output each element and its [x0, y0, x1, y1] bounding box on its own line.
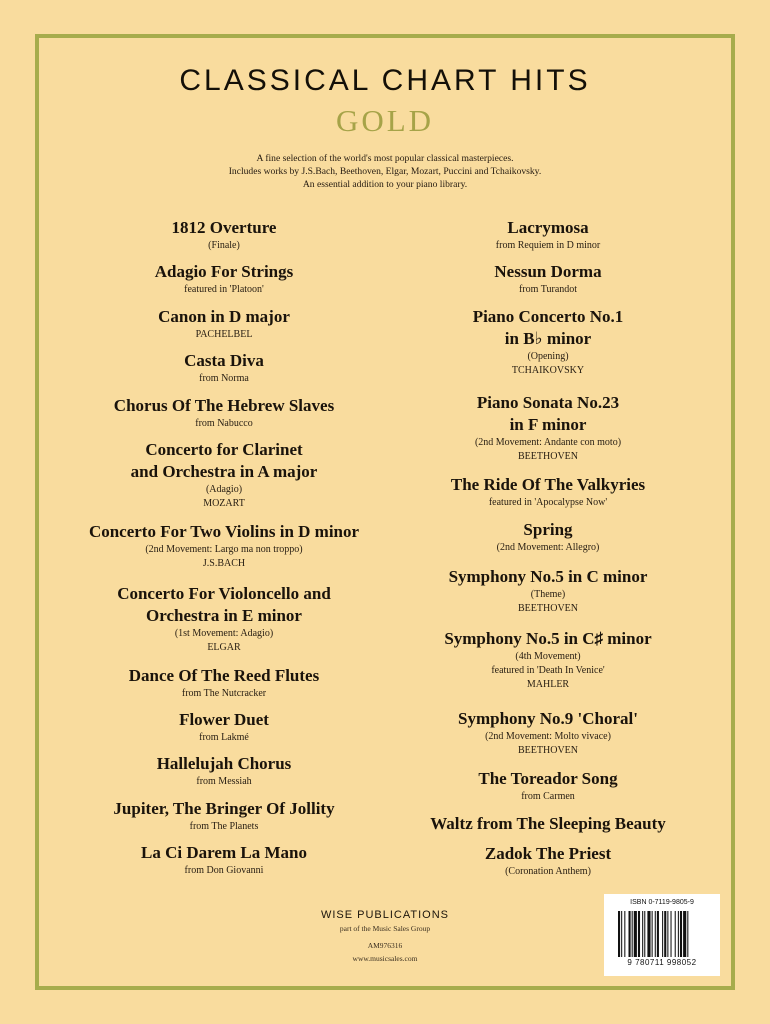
contents-entry	[378, 306, 718, 378]
contents-entry	[54, 217, 394, 253]
barcode-bar	[667, 911, 668, 957]
barcode-bar	[680, 911, 682, 957]
contents-entry	[54, 261, 394, 297]
piece-detail: from Lakmé	[199, 732, 249, 743]
piece-detail: (2nd Movement: Largo ma non troppo)	[145, 544, 303, 555]
barcode-bar	[624, 911, 625, 957]
piece-detail: BEETHOVEN	[518, 745, 578, 756]
piece-detail: (Theme)	[530, 589, 566, 600]
barcode-bar	[629, 911, 631, 957]
barcode-bar	[655, 911, 656, 957]
contents-entry	[378, 519, 718, 555]
intro-line: Includes works by J.S.Bach, Beethoven, Elgar, Mozart, Puccini and Tchaikovsky.	[228, 166, 542, 177]
contents-entry	[378, 843, 718, 879]
barcode-bar	[662, 911, 663, 957]
contents-entry	[378, 708, 718, 758]
piece-title: 1812 Overture	[171, 218, 277, 237]
catalog-number: AM976316	[367, 941, 403, 950]
contents-entry	[54, 842, 394, 878]
barcode-bar	[671, 911, 672, 957]
piece-title: Canon in D major	[158, 307, 290, 326]
contents-entry	[378, 217, 718, 253]
piece-title: Piano Sonata No.23	[476, 393, 620, 412]
barcode-bar	[642, 911, 643, 957]
piece-title: Casta Diva	[184, 351, 264, 370]
piece-title: Concerto For Violoncello and	[117, 584, 331, 603]
piece-detail: from The Nutcracker	[181, 688, 267, 699]
piece-title: Symphony No.5 in C♯ minor	[444, 629, 652, 648]
piece-detail: (Opening)	[527, 351, 569, 362]
piece-detail: (2nd Movement: Molto vivace)	[485, 731, 611, 742]
piece-detail: (Finale)	[208, 240, 240, 251]
piece-detail: BEETHOVEN	[518, 451, 578, 462]
piece-title: Chorus Of The Hebrew Slaves	[113, 396, 335, 415]
publisher-name: WISE PUBLICATIONS	[320, 909, 450, 921]
barcode-bar	[644, 911, 645, 957]
piece-detail: featured in 'Apocalypse Now'	[488, 497, 608, 508]
piece-detail: TCHAIKOVSKY	[511, 365, 585, 376]
piece-detail: (2nd Movement: Andante con moto)	[474, 437, 622, 448]
barcode-bar	[664, 911, 666, 957]
contents-entry	[378, 474, 718, 510]
barcode-bar	[683, 911, 686, 957]
contents-entry	[378, 813, 718, 835]
barcode-bar	[657, 911, 659, 957]
contents-entry	[54, 665, 394, 701]
piece-title: Nessun Dorma	[494, 262, 602, 281]
contents-entry	[54, 395, 394, 431]
piece-title: Jupiter, The Bringer Of Jollity	[113, 799, 335, 818]
piece-title: Zadok The Priest	[484, 844, 612, 863]
barcode-bar	[621, 911, 622, 957]
piece-detail: BEETHOVEN	[518, 603, 578, 614]
intro-line: An essential addition to your piano library.	[302, 179, 468, 190]
piece-detail: MAHLER	[526, 679, 570, 690]
piece-detail: from Nabucco	[195, 418, 253, 429]
barcode-bar	[678, 911, 679, 957]
barcode-bar	[675, 911, 676, 957]
contents-entry	[378, 566, 718, 616]
piece-title: Lacrymosa	[507, 218, 589, 237]
contents-entry	[54, 798, 394, 834]
piece-detail: (Adagio)	[205, 484, 243, 495]
barcode-number: 9 780711 998052	[627, 958, 697, 967]
piece-detail: J.S.BACH	[202, 558, 246, 569]
piece-title: in F minor	[509, 415, 587, 434]
piece-title: Dance Of The Reed Flutes	[128, 666, 320, 685]
barcode-bar	[634, 911, 637, 957]
piece-detail: MOZART	[203, 498, 245, 509]
website: www.musicsales.com	[352, 954, 418, 963]
contents-entry	[54, 521, 394, 571]
cover-title: CLASSICAL CHART HITS	[179, 64, 591, 97]
piece-title: Waltz from The Sleeping Beauty	[430, 814, 666, 833]
piece-title: Spring	[523, 520, 573, 539]
barcode-bar	[687, 911, 688, 957]
contents-entry	[378, 768, 718, 804]
barcode-bar	[632, 911, 633, 957]
contents-entry	[378, 628, 718, 692]
piece-title: in B♭ minor	[504, 329, 592, 348]
piece-detail: PACHELBEL	[195, 329, 253, 340]
barcode-bar	[647, 911, 650, 957]
intro-line: A fine selection of the world's most popular classical masterpieces.	[256, 153, 514, 164]
piece-detail: from The Planets	[189, 821, 259, 832]
intro-text	[0, 152, 770, 191]
contents-entry	[54, 350, 394, 386]
piece-detail: from Messiah	[196, 776, 252, 787]
contents-entry	[378, 392, 718, 464]
piece-detail: (Coronation Anthem)	[505, 866, 591, 877]
piece-detail: from Norma	[199, 373, 249, 384]
piece-title: and Orchestra in A major	[130, 462, 318, 481]
piece-title: The Ride Of The Valkyries	[450, 475, 646, 494]
piece-detail: from Don Giovanni	[184, 865, 264, 876]
contents-entry	[54, 709, 394, 745]
contents-entry	[54, 306, 394, 342]
contents-entry	[54, 753, 394, 789]
contents-entry	[54, 583, 394, 655]
piece-title: Flower Duet	[179, 710, 269, 729]
barcode-bar	[652, 911, 653, 957]
piece-detail: (4th Movement)	[515, 651, 581, 662]
piece-detail: (1st Movement: Adagio)	[174, 628, 274, 639]
cover-subtitle: GOLD	[335, 103, 435, 138]
piece-detail: (2nd Movement: Allegro)	[496, 542, 600, 553]
contents-entry	[378, 261, 718, 297]
piece-title: Adagio For Strings	[154, 262, 294, 281]
piece-detail: featured in 'Death In Venice'	[491, 665, 605, 676]
piece-title: Symphony No.9 'Choral'	[458, 709, 638, 728]
piece-detail: from Requiem in D minor	[495, 240, 601, 251]
piece-title: La Ci Darem La Mano	[141, 843, 307, 862]
piece-detail: from Turandot	[518, 284, 578, 295]
piece-title: Piano Concerto No.1	[472, 307, 624, 326]
piece-detail: featured in 'Platoon'	[184, 284, 264, 295]
piece-title: Orchestra in E minor	[146, 606, 302, 625]
piece-title: Concerto for Clarinet	[145, 440, 303, 459]
piece-title: Concerto For Two Violins in D minor	[88, 522, 360, 541]
piece-title: Symphony No.5 in C minor	[448, 567, 648, 586]
piece-title: The Toreador Song	[478, 769, 618, 788]
isbn-text: ISBN 0-7119-9805-9	[630, 899, 694, 906]
piece-title: Hallelujah Chorus	[156, 754, 292, 773]
piece-detail: from Carmen	[521, 791, 575, 802]
piece-detail: ELGAR	[207, 642, 241, 653]
barcode-graphic	[618, 911, 710, 957]
contents-entry	[54, 439, 394, 511]
barcode-bar	[618, 911, 620, 957]
barcode-panel	[604, 894, 720, 976]
publisher-group: part of the Music Sales Group	[339, 924, 431, 933]
barcode-bar	[638, 911, 640, 957]
